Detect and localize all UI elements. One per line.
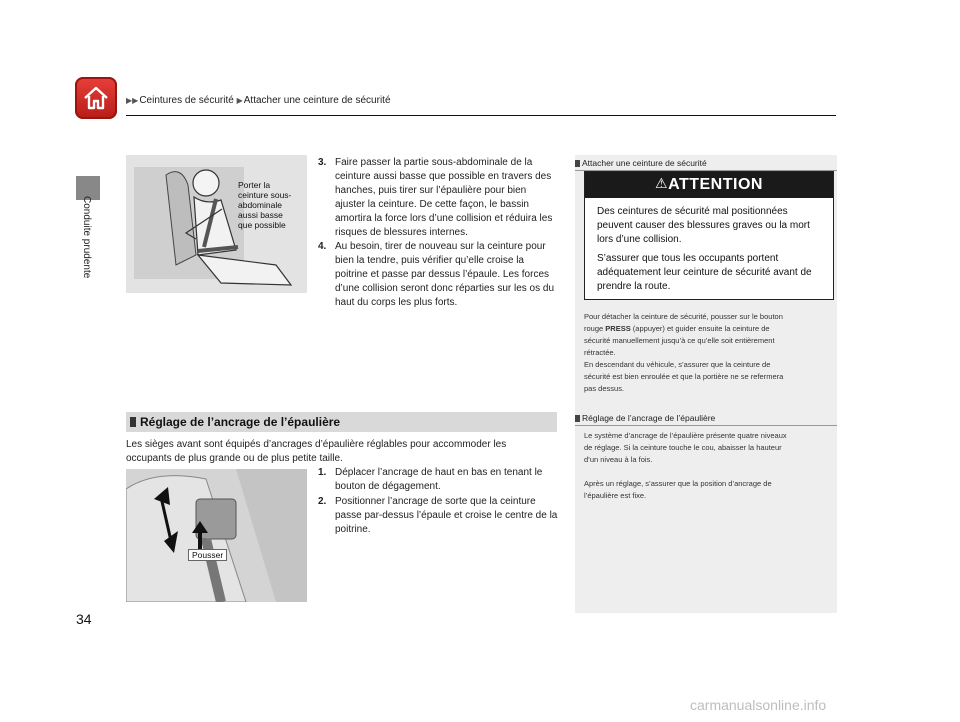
warning-paragraph-2 bbox=[597, 252, 827, 294]
step-line: Au besoin, tirer de nouveau sur la ceinture pour bbox=[335, 241, 546, 252]
note-line: l’épaulière est fixe. bbox=[584, 491, 647, 500]
note2-heading-text: Réglage de l’ancrage de l’épaulière bbox=[582, 413, 716, 423]
step-number: 4. bbox=[318, 241, 327, 252]
note-line: sécurité manuellement jusqu’à ce qu’elle soit entièrement bbox=[584, 336, 775, 345]
breadcrumb-current-page: Attacher une ceinture de sécurité bbox=[243, 95, 391, 106]
note2-body bbox=[584, 430, 829, 502]
intro-line: Les sièges avant sont équipés d’ancrages d’épaulière réglables pour accommoder les bbox=[126, 439, 507, 450]
section-heading-bar bbox=[126, 412, 557, 432]
note1-heading-text: Attacher une ceinture de sécurité bbox=[582, 158, 707, 168]
step-line: bien la tendre, puis vérifier qu’elle croise la bbox=[335, 255, 524, 266]
note2-heading bbox=[575, 413, 715, 423]
step-line: hanches, puis tirer sur l’épaulière pour bien bbox=[335, 185, 527, 196]
warning-paragraph-1 bbox=[597, 205, 827, 247]
step-line: Déplacer l’ancrage de haut en bas en tenant le bbox=[335, 467, 543, 478]
figure1-callout bbox=[238, 180, 291, 230]
note2-divider bbox=[575, 425, 837, 426]
callout-line: que possible bbox=[238, 220, 286, 230]
note-line: d’un niveau à la fois. bbox=[584, 455, 653, 464]
step-line: risques de blessures internes. bbox=[335, 227, 468, 238]
chapter-tab-label: Conduite prudente bbox=[81, 196, 92, 279]
note-line: rétractée. bbox=[584, 348, 616, 357]
step-line: bouton de dégagement. bbox=[335, 481, 441, 492]
step-line: ceinture aussi basse que possible en travers des bbox=[335, 171, 552, 182]
callout-line: ceinture sous- bbox=[238, 190, 292, 200]
section-title: Réglage de l’ancrage de l’épaulière bbox=[140, 415, 341, 429]
step-line: d’une collision seront donc réparties sur les os du bbox=[335, 283, 555, 294]
note-spacer bbox=[584, 466, 829, 478]
note-line: Pour détacher la ceinture de sécurité, pousser sur le bouton bbox=[584, 312, 783, 321]
step-line: amortira la force lors d’une collision et réduira les bbox=[335, 213, 553, 224]
note1-body bbox=[584, 311, 829, 395]
intro-line: occupants de plus grande ou de plus petite taille. bbox=[126, 453, 343, 464]
section2-intro bbox=[126, 438, 556, 466]
shoulder-anchor-illustration bbox=[126, 469, 307, 602]
note-marker-icon bbox=[575, 160, 580, 167]
step-number: 1. bbox=[318, 467, 327, 478]
note-line: pas dessus. bbox=[584, 384, 625, 393]
step-line: haut du corps les plus forts. bbox=[335, 297, 458, 308]
step-number: 3. bbox=[318, 157, 327, 168]
section-marker-icon bbox=[130, 417, 136, 427]
note-line: Après un réglage, s’assurer que la position d’ancrage de bbox=[584, 479, 772, 488]
breadcrumb-arrow-icon: ▶▶ bbox=[126, 96, 139, 105]
warning-line: Des ceintures de sécurité mal positionnées bbox=[597, 206, 788, 217]
callout-line: abdominale bbox=[238, 200, 282, 210]
note-line: En descendant du véhicule, s’assurer que la ceinture de bbox=[584, 360, 771, 369]
step-line: poitrine. bbox=[335, 524, 371, 535]
callout-line: Porter la bbox=[238, 180, 271, 190]
home-button[interactable] bbox=[75, 77, 117, 119]
note-line: de réglage. Si la ceinture touche le cou, abaisser la hauteur bbox=[584, 443, 782, 452]
warning-box bbox=[584, 171, 834, 300]
warning-title-text: ATTENTION bbox=[668, 176, 763, 193]
warning-line: lors d’une collision. bbox=[597, 234, 682, 245]
warning-triangle-icon: ⚠ bbox=[655, 175, 669, 191]
step-line: poitrine et passe par dessus l’épaule. Les forces bbox=[335, 269, 550, 280]
breadcrumb-link-seatbelts[interactable]: Ceintures de sécurité bbox=[139, 95, 234, 106]
warning-header bbox=[585, 172, 833, 198]
home-icon bbox=[81, 83, 111, 113]
step-line: passe par-dessus l’épaule et croise le centre de la bbox=[335, 510, 558, 521]
note-line: rouge PRESS (appuyer) et guider ensuite la ceinture de bbox=[584, 324, 770, 333]
press-label: PRESS bbox=[605, 324, 631, 333]
warning-title bbox=[585, 175, 833, 194]
release-button-callout: Pousser bbox=[188, 549, 227, 561]
breadcrumb bbox=[126, 95, 391, 106]
warning-line: peuvent causer des blessures graves ou la mort bbox=[597, 220, 810, 231]
warning-line: S’assurer que tous les occupants portent bbox=[597, 253, 779, 264]
note-line: sécurité est bien enroulée et que la portière ne se refermera bbox=[584, 372, 784, 381]
warning-line: adéquatement leur ceinture de sécurité avant de bbox=[597, 267, 812, 278]
warning-line: prendre la route. bbox=[597, 281, 671, 292]
watermark: carmanualsonline.info bbox=[690, 697, 827, 713]
note-line: Le système d’ancrage de l’épaulière présente quatre niveaux bbox=[584, 431, 787, 440]
step-number: 2. bbox=[318, 496, 327, 507]
page-number: 34 bbox=[76, 611, 92, 627]
step-line: ajuster la ceinture. De cette façon, le bassin bbox=[335, 199, 529, 210]
note-marker-icon bbox=[575, 415, 580, 422]
note1-heading bbox=[575, 158, 707, 168]
callout-line: aussi basse bbox=[238, 210, 283, 220]
header-divider bbox=[126, 115, 836, 116]
step-line: Positionner l’ancrage de sorte que la ceinture bbox=[335, 496, 536, 507]
step-line: Faire passer la partie sous-abdominale de la bbox=[335, 157, 533, 168]
breadcrumb-arrow-icon: ▶ bbox=[236, 96, 243, 105]
